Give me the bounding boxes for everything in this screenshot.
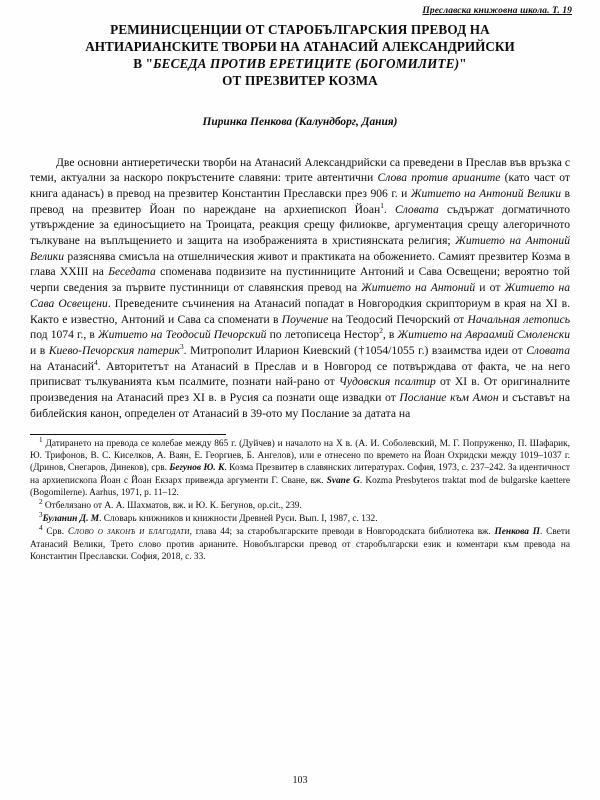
text-run: . xyxy=(383,202,395,216)
italic-title-run: Житието на Авраамий Смоленски xyxy=(397,328,571,342)
footnote-number: 2 xyxy=(39,498,43,507)
text-run: . Преведените съчинения на Атанасий попадат в Новгородкия скрипториум в края на XI в. Както е известно, Антоний и Сава са споменати в xyxy=(30,296,570,326)
footnote-list xyxy=(30,435,570,564)
footnote-item xyxy=(30,500,570,512)
text-run: . Козма Презвитер в славянских литературах. София, 1973, с. 237–242. За идентичност на архиепископа Йоан с Йоан Екзарх привежда аргументи Г. Сване, вж. xyxy=(30,463,570,486)
italic-title-run: Житието на Теодосий Печорский xyxy=(98,328,267,342)
text-run: Отбелязано от А. А. Шахматов, вж. и Ю. К. Бегунов, op.cit., 239. xyxy=(42,501,302,512)
title-line-2: АНТИАРИАНСКИТЕ ТВОРБИ НА АТАНАСИЙ АЛЕКСАНДРИЙСКИ xyxy=(85,38,515,54)
italic-title-run: Словата xyxy=(526,344,570,357)
italic-title-run: Поучение xyxy=(281,312,329,326)
title-line-3-suffix: " xyxy=(459,55,467,71)
italic-title-run: Житието на Антоний Велики xyxy=(410,186,562,200)
footnote-number: 3 xyxy=(39,511,43,520)
cited-author-run: Пенкова П xyxy=(494,527,541,538)
italic-title-run: Словата xyxy=(395,202,439,216)
text-run: (като част от книга аданасъ) в превод на презвитер Константин Преславски през 906 г. и xyxy=(30,171,570,200)
text-run: под 1074 г., в xyxy=(30,328,99,342)
italic-title-run: Начальная летопись xyxy=(467,312,570,326)
running-head: Преславска книжовна школа. Т. 19 xyxy=(422,6,572,16)
italic-title-run: Житието на Антоний xyxy=(361,281,476,295)
footnote-item xyxy=(30,435,570,500)
footnote-number: 1 xyxy=(39,435,43,444)
text-run: на Теодосий Печорский от xyxy=(328,312,468,326)
footnote-reference: 4 xyxy=(93,357,98,367)
text-run: , глава 44; за старобългарските преводи в Новгородската библиотека вж. xyxy=(189,527,495,538)
page-title xyxy=(30,22,570,90)
text-run: . Авторитетът на Атанасий в Преслав и в Новгород се потвърждава от факта, че на него приписват тълкуванията към псалмите, познати най-рано от xyxy=(30,359,570,389)
text-run: и съставът на библейския канон, определен от Атанасий в 39-ото му Послание за датата на xyxy=(30,391,571,420)
cited-author-run: Svane G xyxy=(326,475,360,486)
title-line-4: ОТ ПРЕЗВИТЕР КОЗМА xyxy=(222,72,378,88)
footnote-item xyxy=(30,526,570,563)
body-paragraph xyxy=(30,155,570,422)
text-run: разяснява смисъла на отшелническия живот и практиката на обожението. Самият презвитер Козма в глава XXIII на xyxy=(30,249,570,279)
text-run: . Словарь книжников и книжности Древней Руси. Вып. I, 1987, с. 132. xyxy=(99,514,378,525)
text-run: по летописеца Нестор xyxy=(266,328,380,342)
footnote-reference: 3 xyxy=(179,342,184,352)
text-run: Датирането на превода се колебае между 865 г. (Дуйчев) и началото на X в. (А. И. Соболевский, М. Г. Попруженко, П. Шафарик, Ю. Трифонов, В. С. Киселков, А. Вaян, Е. Георгиев, Б. Ангелов), или е отнесено по времето на Йоан Охридски между 1019–1037 г. (Дринов, Снегаров, Динеков), срв. xyxy=(30,438,570,474)
text-run: , в xyxy=(382,328,398,342)
footnote-item xyxy=(30,513,570,525)
italic-title-run: Житието на Антоний Велики xyxy=(30,234,570,263)
title-line-3 xyxy=(30,56,570,73)
footnote-number: 4 xyxy=(39,524,43,533)
title-line-3-prefix: В " xyxy=(133,55,154,71)
text-run: и в xyxy=(30,344,49,357)
old-slavonic-run: Слово о законѣ и благодати xyxy=(67,527,190,538)
italic-title-run: Слова против арианите xyxy=(377,171,501,185)
italic-title-run: Чудовския псалтир xyxy=(338,375,436,389)
text-run: споменава подвизите на пустинниците Антоний и Сава Освещени; вероятно той черпи сведения за първите пустинници от славянския превод на xyxy=(30,265,570,295)
text-run: от XI в. От оригиналните произведения на Атанасий през XI в. в Русия са познати още извадки от xyxy=(30,375,570,405)
italic-title-run: Беседата xyxy=(108,265,156,279)
text-run: . Митрополит Иларион Киевский (†1054/1055 г.) взаимства идеи от xyxy=(183,344,527,357)
italic-title-run: Послание към Амон xyxy=(399,391,499,405)
title-work-name: БЕСЕДА ПРОТИВ ЕРЕТИЦИТЕ (БОГОМИЛИТЕ) xyxy=(153,55,460,71)
italic-title-run: Киево-Печорския патерик xyxy=(48,344,180,357)
text-run: Две основни антиеретически творби на Атанасий Александрийски са преведени в Преслав във връзка с теми, актуални за наскоро покръстените славяни: трите автентични xyxy=(30,155,570,185)
text-run: Срв. xyxy=(42,527,68,538)
footnote-reference: 2 xyxy=(379,326,383,336)
text-run: . Kozma Presbyteros traktat mod de bulgarske kaettere (Bogomilerne). Aarhus, 1971, p. 11–12. xyxy=(30,475,570,499)
text-run: и от xyxy=(475,281,505,295)
cited-author-run: Буланин Д. М xyxy=(42,514,100,525)
title-line-1: РЕМИНИСЦЕНЦИИ ОТ СТАРОБЪЛГАРСКИЯ ПРЕВОД НА xyxy=(110,22,490,37)
page-number: 103 xyxy=(292,775,308,786)
cited-author-run: Бегунов Ю. К xyxy=(169,463,225,474)
footnote-separator xyxy=(30,434,226,435)
author-line: Пиринка Пенкова (Калундборг, Дания) xyxy=(202,115,398,128)
text-run: на Атанасий xyxy=(30,359,94,373)
footnote-reference: 1 xyxy=(380,200,384,210)
italic-title-run: Житието на Сава Освещени xyxy=(30,281,570,310)
text-run: съдържат догматичното утвърждение за единосъщието на Троицата, реакция срещу филиокве, аргументация срещу алегоричното тълкуване на въплъщението и защита на изображенията в християнската религия; xyxy=(30,202,571,248)
text-run: в превод на презвитер Йоан по нареждане на архиепископ Йоан xyxy=(30,186,570,216)
text-run: . Свети Атанасий Велики, Трето слово против арианите. Новобългарски превод от старобългарски език и коментари към превода на Константин Преславски. София, 2018, с. 33. xyxy=(30,527,570,563)
